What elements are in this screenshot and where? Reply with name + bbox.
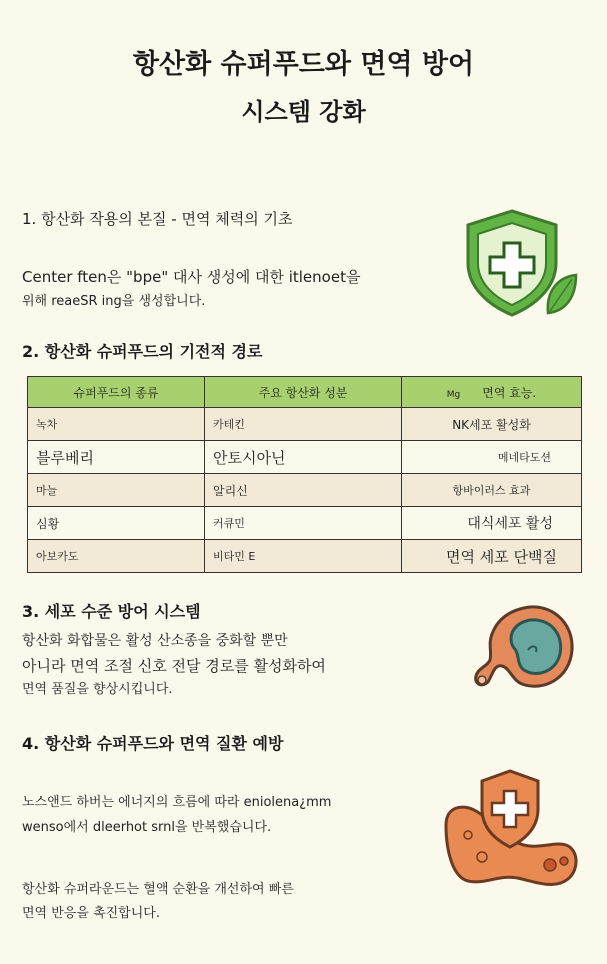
superfood-table [27,376,582,573]
section3-heading: 3. 세포 수준 방어 시스템 [22,602,201,621]
title-line-1: 항산화 슈퍼푸드와 면역 방어 [132,49,475,80]
table-row [28,540,582,573]
table-header-cell [402,377,582,408]
section4-line1: 노스앤드 하버는 에너지의 흐름에 따라 eniolena¿mm [22,795,332,810]
shield-cross-vessel-icon [438,765,583,895]
table-header-label: 면역 효능. [482,385,537,400]
table-cell: 카테킨 [205,408,402,441]
table-cell: NK세포 활성화 [402,408,582,441]
section3-line1: 항산화 화합물은 활성 산소종을 중화할 뿐만 [22,633,288,649]
section3-line2: 아니라 면역 조절 신호 전달 경로를 활성화하여 [22,657,326,675]
section1-line2: 위해 reaeSR ing을 생성합니다. [22,294,206,309]
shield-cross-leaf-icon [450,205,580,320]
table-cell: 알리신 [205,474,402,507]
section4-heading: 4. 항산화 슈퍼푸드와 면역 질환 예방 [22,734,284,753]
section4-line4: 면역 반응을 촉진합니다. [22,906,160,921]
table-cell: 녹차 [28,408,205,441]
table-header-row [28,377,582,408]
table-header-cell: 슈퍼푸드의 종류 [28,377,205,408]
table-header-cell: 주요 항산화 성분 [205,377,402,408]
table-row [28,441,582,474]
section3-line3: 면역 품질을 향상시킵니다. [22,682,173,697]
mg-badge: Mg [446,389,461,400]
table-cell: 블루베리 [28,441,205,474]
section1-heading: 1. 항산화 작용의 본질 - 면역 체력의 기초 [22,210,293,228]
table-cell: 마늘 [28,474,205,507]
section4-line2: wenso에서 dleerhot srnl을 반복했습니다. [22,820,272,835]
table-cell: 심황 [28,507,205,540]
table-cell: 안토시아닌 [205,441,402,474]
table-cell: 대식세포 활성 [402,507,582,540]
section2-heading: 2. 항산화 슈퍼푸드의 기전적 경로 [22,342,263,361]
title-line-2: 시스템 강화 [241,98,366,126]
table-cell: 항바이러스 효과 [402,474,582,507]
table-cell: 메네타도션 [402,441,582,474]
table-cell: 아보카도 [28,540,205,573]
section4-line3: 항산화 슈퍼라운드는 혈액 순환을 개선하여 빠른 [22,882,294,897]
table-cell: 비타민 E [205,540,402,573]
table-row [28,474,582,507]
table-row [28,408,582,441]
table-cell: 커큐민 [205,507,402,540]
table-cell: 면역 세포 단백질 [402,540,582,573]
cell-icon [470,598,580,698]
section1-line1: Center ften은 "bpe" 대사 생성에 대한 itlenoet을 [22,268,361,286]
table-row [28,507,582,540]
